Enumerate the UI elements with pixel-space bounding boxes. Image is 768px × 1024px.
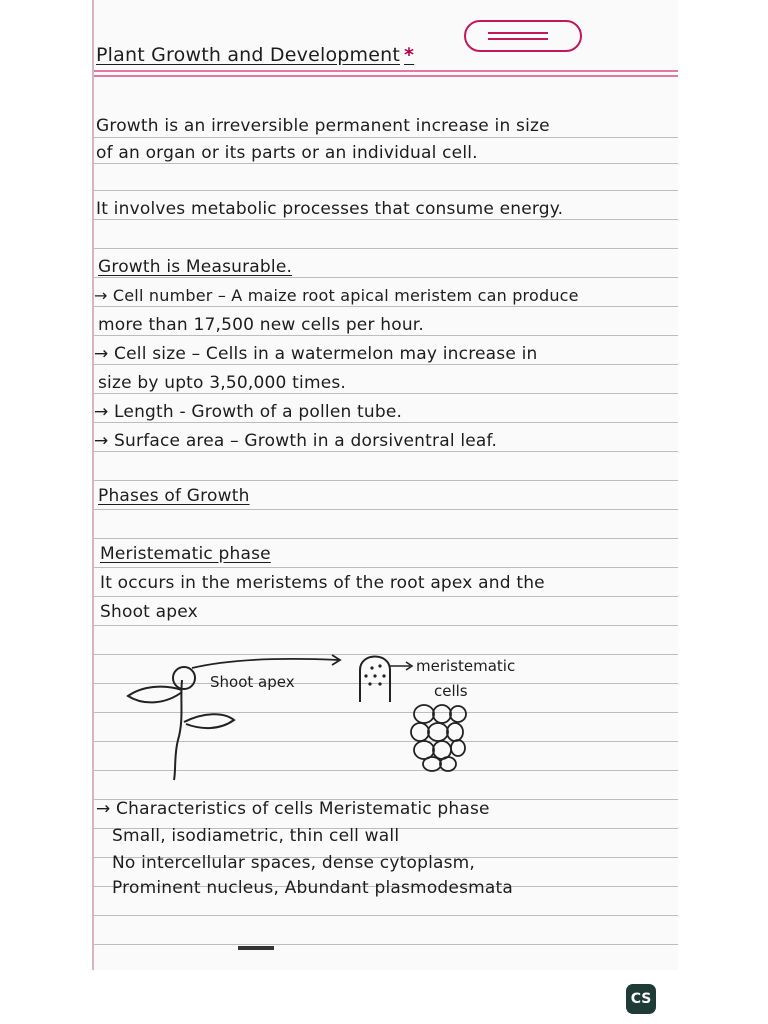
rule-line	[94, 335, 678, 336]
text-line: It occurs in the meristems of the root apex and the	[100, 573, 545, 593]
cells-cluster	[411, 705, 466, 771]
rule-line	[94, 190, 678, 191]
subsection-heading: Meristematic phase	[100, 544, 271, 564]
rule-line	[94, 944, 678, 945]
rule-line	[94, 509, 678, 510]
section-heading: → Characteristics of cells Meristematic phase	[96, 799, 490, 819]
rule-line	[94, 248, 678, 249]
rule-line	[94, 451, 678, 452]
list-item: → Surface area – Growth in a dorsiventral leaf.	[94, 431, 498, 451]
app-logo: CS	[626, 984, 656, 1014]
list-item: → Length - Growth of a pollen tube.	[94, 402, 403, 422]
shoot-apex-label: Shoot apex	[210, 673, 295, 691]
leaf-left	[128, 687, 182, 703]
text-line: Growth is an irreversible permanent increase in size	[96, 116, 550, 136]
arrow-line	[192, 659, 339, 668]
notebook-page	[92, 0, 678, 970]
rule-line	[94, 306, 678, 307]
margin-line	[94, 70, 678, 72]
rule-line	[94, 422, 678, 423]
margin-line	[94, 75, 678, 77]
text-line: It involves metabolic processes that consume energy.	[96, 199, 564, 219]
rule-line	[94, 393, 678, 394]
text-line: Small, isodiametric, thin cell wall	[112, 826, 400, 846]
page-mark	[238, 946, 274, 950]
list-item: → Cell size – Cells in a watermelon may increase in	[94, 344, 538, 364]
section-heading: Growth is Measurable.	[98, 257, 293, 277]
list-item: more than 17,500 new cells per hour.	[98, 315, 425, 335]
rule-line	[94, 538, 678, 539]
meristem-dome	[360, 657, 390, 703]
rule-line	[94, 137, 678, 138]
page-title-row	[96, 44, 414, 66]
rule-line	[94, 364, 678, 365]
rule-line	[94, 625, 678, 626]
star-mark: *	[404, 44, 415, 66]
rule-line	[94, 277, 678, 278]
rule-line	[94, 480, 678, 481]
page-title: Plant Growth and Development	[96, 44, 401, 66]
rule-line	[94, 163, 678, 164]
rule-line	[94, 596, 678, 597]
doodle-stamp	[464, 20, 582, 52]
meristematic-label: meristematic	[416, 657, 516, 675]
cells-label: cells	[434, 682, 468, 700]
apex-circle	[173, 667, 195, 689]
text-line: of an organ or its parts or an individual cell.	[96, 143, 478, 163]
rule-line	[94, 219, 678, 220]
list-item: size by upto 3,50,000 times.	[98, 373, 347, 393]
rule-line	[94, 915, 678, 916]
rule-line	[94, 567, 678, 568]
section-heading: Phases of Growth	[98, 486, 250, 506]
list-item: → Cell number – A maize root apical meristem can produce	[94, 286, 579, 305]
text-line: Shoot apex	[100, 602, 198, 622]
leaf-right	[184, 714, 234, 728]
text-line: Prominent nucleus, Abundant plasmodesmata	[112, 878, 513, 898]
meristem-diagram	[94, 640, 678, 800]
text-line: No intercellular spaces, dense cytoplasm,	[112, 853, 476, 873]
